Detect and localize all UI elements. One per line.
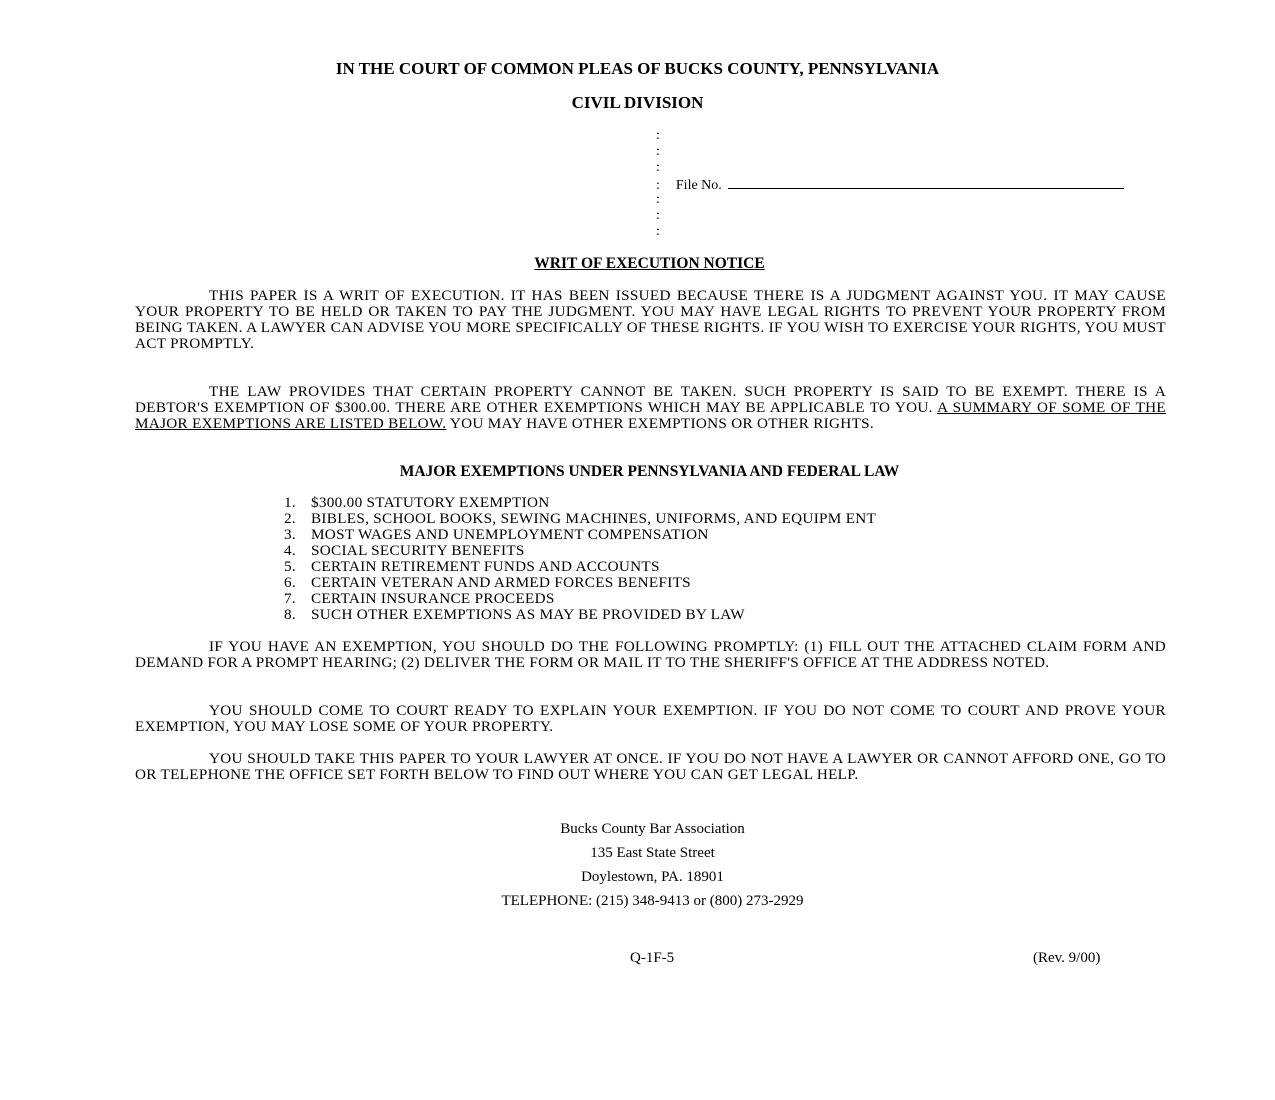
- caption-colon: :: [656, 178, 660, 193]
- exemption-text: SOCIAL SECURITY BENEFITS: [311, 542, 525, 559]
- exemption-item: [284, 591, 876, 607]
- paragraph-4-text: YOU SHOULD COME TO COURT READY TO EXPLAIN YOUR EXEMPTION. IF YOU DO NOT COME TO COURT AND PROVE YOUR EXEMPTION, YOU MAY LOSE SOME OF YOUR PROPERTY.: [135, 702, 1166, 735]
- court-title: IN THE COURT OF COMMON PLEAS OF BUCKS COUNTY, PENNSYLVANIA: [335, 59, 940, 78]
- address-city: Doylestown, PA. 18901: [581, 869, 724, 885]
- exemptions-heading: MAJOR EXEMPTIONS UNDER PENNSYLVANIA AND FEDERAL LAW: [399, 463, 900, 480]
- caption-colon: :: [656, 160, 660, 175]
- address-telephone: TELEPHONE: (215) 348-9413 or (800) 273-2929: [501, 893, 804, 909]
- notice-title: WRIT OF EXECUTION NOTICE: [534, 255, 765, 272]
- address-org: Bucks County Bar Association: [560, 821, 745, 837]
- paragraph-1-text: THIS PAPER IS A WRIT OF EXECUTION. IT HAS BEEN ISSUED BECAUSE THERE IS A JUDGMENT AGAINST YOU. IT MAY CAUSE YOUR PROPERTY TO BE HELD OR TAKEN TO PAY THE JUDGMENT. YOU MAY HAVE LEGAL RIGHTS TO PREVENT YOUR PROPERTY FROM BEING TAKEN. A LAWYER CAN ADVISE YOU MORE SPECIFICALLY OF THESE RIGHTS. IF YOU WISH TO EXERCISE YOUR RIGHTS, YOU MUST ACT PROMPTLY.: [135, 287, 1166, 352]
- paragraph-2-tail: YOU MAY HAVE OTHER EXEMPTIONS OR OTHER RIGHTS.: [449, 415, 874, 432]
- file-number-row: [656, 176, 1124, 192]
- exemption-item: [284, 607, 876, 623]
- paragraph-2: [135, 384, 1166, 432]
- caption-colon: :: [656, 224, 660, 239]
- exemption-item: [284, 543, 876, 559]
- exemption-number: 7.: [284, 590, 296, 607]
- exemptions-summary-link-text: A SUMMARY OF SOME OF THE MAJOR EXEMPTIONS ARE LISTED BELOW.: [135, 399, 1166, 432]
- case-caption: [656, 128, 1124, 240]
- revision-date: (Rev. 9/00): [1033, 950, 1101, 966]
- exemption-item: [284, 495, 876, 511]
- division-title: CIVIL DIVISION: [571, 93, 704, 112]
- exemption-item: [284, 575, 876, 591]
- file-number-label: File No.: [675, 178, 722, 193]
- exemption-text: CERTAIN INSURANCE PROCEEDS: [311, 590, 555, 607]
- exemption-text: MOST WAGES AND UNEMPLOYMENT COMPENSATION: [311, 526, 709, 543]
- caption-colon: :: [656, 192, 660, 207]
- exemption-number: 2.: [284, 510, 296, 527]
- exemption-number: 5.: [284, 558, 296, 575]
- exemption-text: CERTAIN RETIREMENT FUNDS AND ACCOUNTS: [311, 558, 660, 575]
- exemption-number: 4.: [284, 542, 296, 559]
- caption-colon: :: [656, 128, 660, 143]
- caption-colon: :: [656, 208, 660, 223]
- exemption-text: BIBLES, SCHOOL BOOKS, SEWING MACHINES, UNIFORMS, AND EQUIPM ENT: [311, 510, 877, 527]
- exemption-text: CERTAIN VETERAN AND ARMED FORCES BENEFITS: [311, 574, 691, 591]
- file-number-blank[interactable]: [728, 176, 1124, 189]
- paragraph-5: [135, 751, 1166, 783]
- exemption-text: SUCH OTHER EXEMPTIONS AS MAY BE PROVIDED BY LAW: [311, 606, 745, 623]
- paragraph-2-text: THE LAW PROVIDES THAT CERTAIN PROPERTY CANNOT BE TAKEN. SUCH PROPERTY IS SAID TO BE EXEMPT. THERE IS A DEBTOR'S EXEMPTION OF $300.00. THERE ARE OTHER EXEMPTIONS WHICH MAY BE APPLICABLE TO YOU.: [135, 383, 1166, 416]
- paragraph-3: [135, 639, 1166, 671]
- paragraph-5-text: YOU SHOULD TAKE THIS PAPER TO YOUR LAWYER AT ONCE. IF YOU DO NOT HAVE A LAWYER OR CANNOT AFFORD ONE, GO TO OR TELEPHONE THE OFFICE SET FORTH BELOW TO FIND OUT WHERE YOU CAN GET LEGAL HELP.: [135, 750, 1166, 783]
- paragraph-3-text: IF YOU HAVE AN EXEMPTION, YOU SHOULD DO THE FOLLOWING PROMPTLY: (1) FILL OUT THE ATTACHED CLAIM FORM AND DEMAND FOR A PROMPT HEARING; (2) DELIVER THE FORM OR MAIL IT TO THE SHERIFF'S OFFICE AT THE ADDRESS NOTED.: [135, 638, 1166, 671]
- paragraph-4: [135, 703, 1166, 735]
- address-street: 135 East State Street: [590, 845, 715, 861]
- exemptions-list: [284, 495, 876, 623]
- form-code: Q-1F-5: [630, 950, 675, 966]
- exemption-item: [284, 559, 876, 575]
- exemption-item: [284, 527, 876, 543]
- exemption-number: 6.: [284, 574, 296, 591]
- exemption-item: [284, 511, 876, 527]
- exemption-number: 1.: [284, 494, 296, 511]
- notice-title-wrap: [12, 255, 1275, 273]
- paragraph-1: [135, 288, 1166, 352]
- exemption-text: $300.00 STATUTORY EXEMPTION: [311, 494, 550, 511]
- exemption-number: 3.: [284, 526, 296, 543]
- exemption-number: 8.: [284, 606, 296, 623]
- caption-colon: :: [656, 144, 660, 159]
